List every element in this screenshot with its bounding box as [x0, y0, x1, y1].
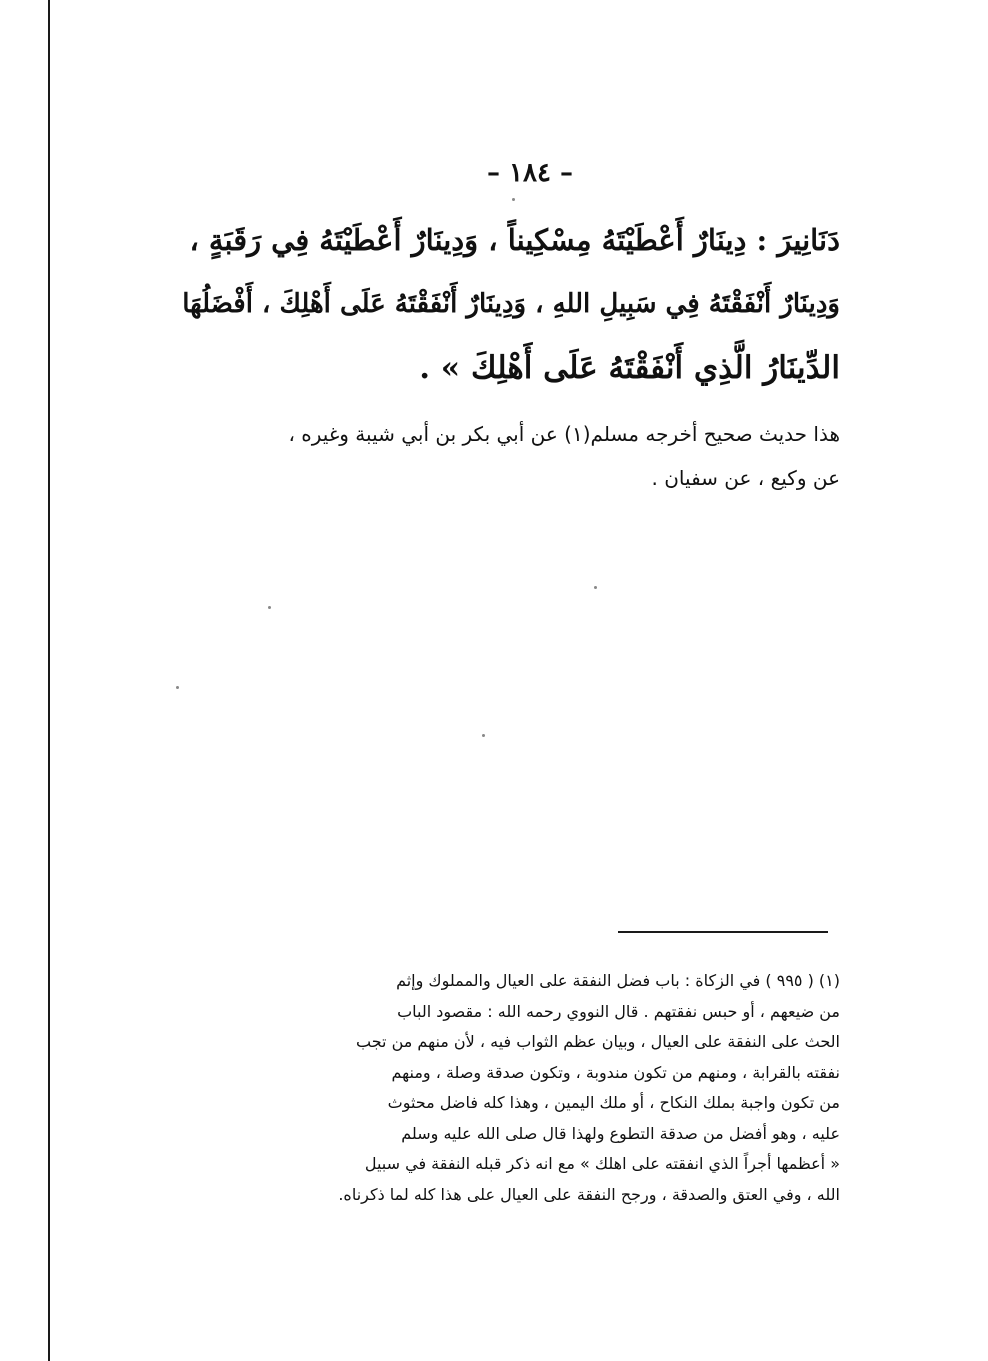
scan-speck: [176, 686, 179, 689]
footnote-line-5: من تكون واجبة بملك النكاح ، أو ملك اليمين ، وهذا كله فاضل محثوث: [387, 1093, 840, 1112]
hadith-line-2: وَدِينَارٌ أَنْفَقْتَهُ فِي سَبِيلِ اللهِ ، وَدِينَارٌ أَنْفَقْتَهُ عَلَى أَهْلِكَ ، أَفْضَلُهَا: [182, 289, 840, 319]
page-number: – ١٨٤ –: [486, 158, 574, 188]
scan-speck: [482, 734, 485, 737]
commentary-line-1: هذا حديث صحيح أخرجه مسلم(١) عن أبي بكر بن أبي شيبة وغيره ،: [288, 422, 840, 446]
footnote-line-3: الحث على النفقة على العيال ، وبيان عظم الثواب فيه ، لأن منهم من تجب: [356, 1032, 840, 1051]
hadith-line-3: الدِّينَارُ الَّذِي أَنْفَقْتَهُ عَلَى أَهْلِكَ » .: [419, 350, 840, 386]
footnote-line-2: من ضيعهم ، أو حبس نفقتهم . قال النووي رحمه الله : مقصود الباب: [397, 1001, 840, 1021]
footnote-line-8: الله ، وفي العتق والصدقة ، ورجح النفقة على العيال على هذا كله لما ذكرناه.: [338, 1184, 840, 1204]
hadith-text-block: [180, 208, 840, 400]
footnote-line-6: عليه ، وهو أفضل من صدقة التطوع ولهذا قال صلى الله عليه وسلم: [401, 1123, 840, 1143]
scan-speck: [594, 586, 597, 589]
footnote-line-1: (١) ( ٩٩٥ ) في الزكاة : باب فضل النفقة على العيال والمملوك وإثم: [396, 971, 840, 990]
commentary-line-2: عن وكيع ، عن سفيان .: [651, 466, 840, 490]
hadith-line-1: دَنَانِيرَ : دِينَارٌ أَعْطَيْتَهُ مِسْكِيناً ، وَدِينَارٌ أَعْطَيْتَهُ فِي رَقَبَةٍ ،: [189, 223, 840, 257]
footnote-line-7: « أعظمها أجراً الذي انفقته على اهلك » مع انه ذكر قبله النفقة في سبيل: [364, 1154, 840, 1173]
scan-speck: [268, 606, 271, 609]
scan-speck: [512, 198, 515, 201]
footnote-block: [180, 966, 840, 1210]
page-edge-rule: [48, 0, 50, 1361]
commentary-block: [180, 412, 840, 500]
footnote-separator: [618, 931, 828, 933]
footnote-line-4: نفقته بالقرابة ، ومنهم من تكون مندوبة ، وتكون صدقة وصلة ، ومنهم: [391, 1062, 840, 1082]
